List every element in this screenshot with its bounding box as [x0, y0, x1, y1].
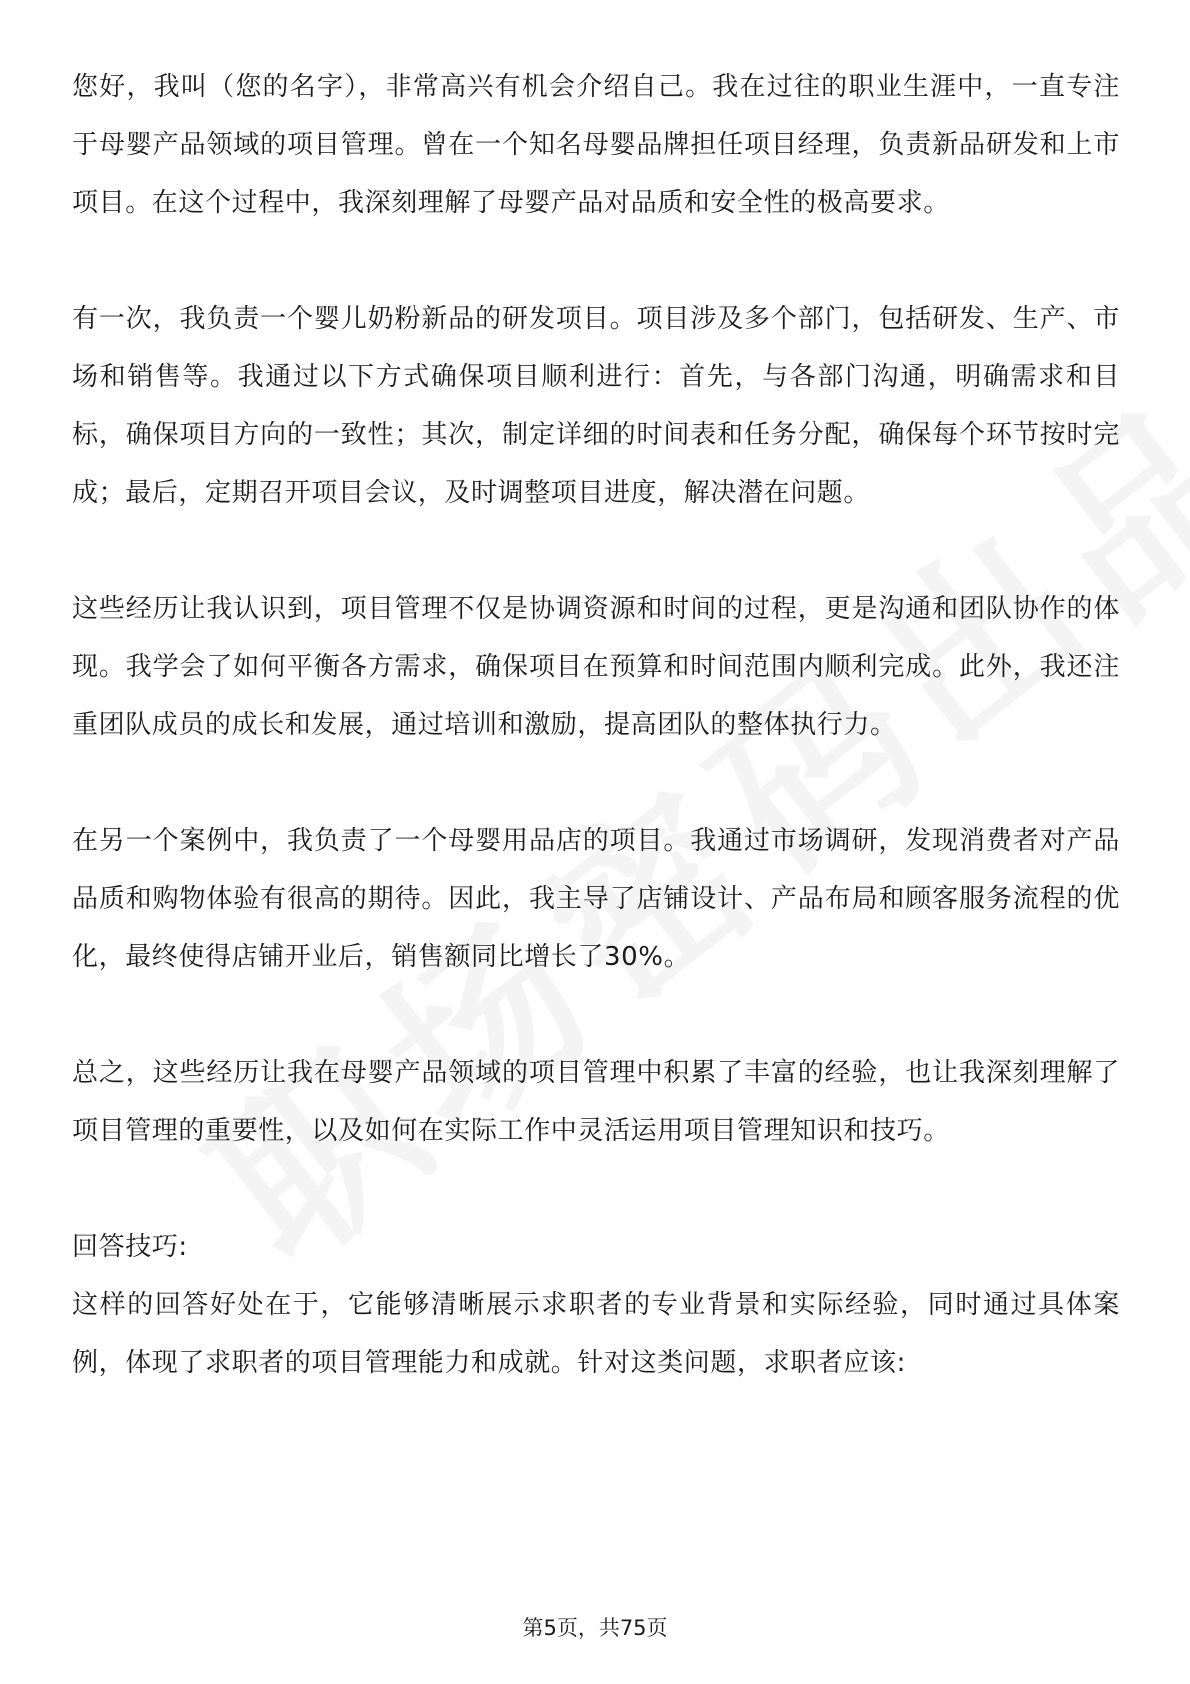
tips-title: 回答技巧: — [72, 1232, 188, 1262]
paragraph-gap — [72, 522, 1120, 580]
paragraph-summary: 总之，这些经历让我在母婴产品领域的项目管理中积累了丰富的经验，也让我深刻理解了项目管理的重要性，以及如何在实际工作中灵活运用项目管理知识和技巧。 — [72, 1058, 1120, 1146]
paragraph-gap — [72, 986, 1120, 1044]
paragraph-gap — [72, 1160, 1120, 1218]
paragraph-case-store: 在另一个案例中，我负责了一个母婴用品店的项目。我通过市场调研，发现消费者对产品品质和购物体验有很高的期待。因此，我主导了店铺设计、产品布局和顾客服务流程的优化，最终使得店铺开业后，销售额同比增长了30%。 — [72, 826, 1120, 972]
paragraph-intro: 您好，我叫（您的名字），非常高兴有机会介绍自己。我在过往的职业生涯中，一直专注于母婴产品领域的项目管理。曾在一个知名母婴品牌担任项目经理，负责新品研发和上市项目。在这个过程中，我深刻理解了母婴产品对品质和安全性的极高要求。 — [72, 72, 1120, 218]
page-number: 第5页，共75页 — [522, 1616, 668, 1640]
paragraph-lessons: 这些经历让我认识到，项目管理不仅是协调资源和时间的过程，更是沟通和团队协作的体现。我学会了如何平衡各方需求，确保项目在预算和时间范围内顺利完成。此外，我还注重团队成员的成长和发展，通过培训和激励，提高团队的整体执行力。 — [72, 594, 1120, 740]
paragraph-gap — [72, 754, 1120, 812]
document-body — [72, 58, 1120, 1392]
paragraph-gap — [72, 232, 1120, 290]
paragraph-case-formula: 有一次，我负责一个婴儿奶粉新品的研发项目。项目涉及多个部门，包括研发、生产、市场和销售等。我通过以下方式确保项目顺利进行：首先，与各部门沟通，明确需求和目标，确保项目方向的一致性；其次，制定详细的时间表和任务分配，确保每个环节按时完成；最后，定期召开项目会议，及时调整项目进度，解决潜在问题。 — [72, 304, 1120, 508]
tips-body: 这样的回答好处在于，它能够清晰展示求职者的专业背景和实际经验，同时通过具体案例，体现了求职者的项目管理能力和成就。针对这类问题，求职者应该: — [72, 1290, 1120, 1378]
